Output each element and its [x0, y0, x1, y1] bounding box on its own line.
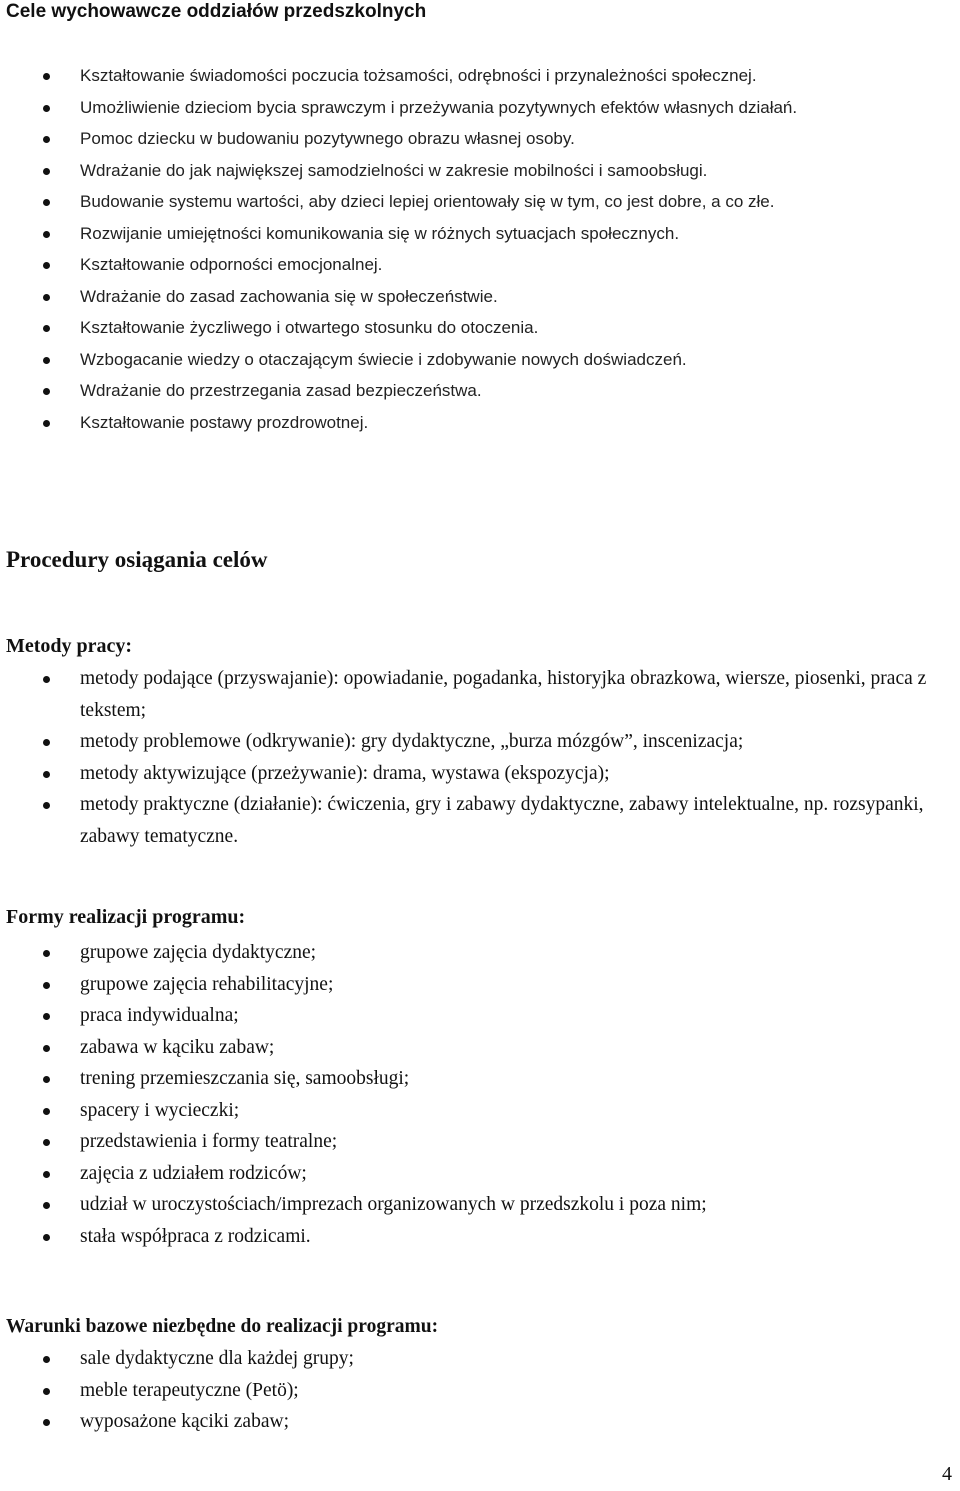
bullet-icon — [43, 420, 50, 427]
bullet-icon — [43, 1419, 50, 1426]
list-item: zabawa w kąciku zabaw; — [6, 1032, 946, 1064]
list-item: udział w uroczystościach/imprezach organizowanych w przedszkolu i poza nim; — [6, 1189, 946, 1221]
list-item: metody praktyczne (działanie): ćwiczenia, gry i zabawy dydaktyczne, zabawy intelektualne, np. rozsypanki, zabawy tematyczne. — [6, 789, 950, 852]
list-item: Pomoc dziecku w budowaniu pozytywnego obrazu własnej osoby. — [6, 123, 936, 155]
list-item: Kształtowanie postawy prozdrowotnej. — [6, 407, 936, 439]
bullet-icon — [43, 771, 50, 778]
bullet-icon — [43, 231, 50, 238]
bullet-icon — [43, 982, 50, 989]
page-number: 4 — [942, 1463, 952, 1485]
list-item: Kształtowanie odporności emocjonalnej. — [6, 249, 936, 281]
list-item: trening przemieszczania się, samoobsługi; — [6, 1063, 946, 1095]
bullet-icon — [43, 739, 50, 746]
forms-heading: Formy realizacji programu: — [6, 906, 246, 928]
section-title-procedures: Procedury osiągania celów — [6, 547, 268, 572]
list-item: przedstawienia i formy teatralne; — [6, 1126, 946, 1158]
list-item: Wzbogacanie wiedzy o otaczającym świecie i zdobywanie nowych doświadczeń. — [6, 344, 936, 376]
list-item: Wdrażanie do jak największej samodzielności w zakresie mobilności i samoobsługi. — [6, 155, 936, 187]
bullet-icon — [43, 262, 50, 269]
conditions-heading: Warunki bazowe niezbędne do realizacji programu: — [6, 1316, 439, 1337]
bullet-icon — [43, 1108, 50, 1115]
list-item: Kształtowanie świadomości poczucia tożsamości, odrębności i przynależności społecznej. — [6, 60, 936, 92]
bullet-icon — [43, 1013, 50, 1020]
bullet-icon — [43, 802, 50, 809]
bullet-icon — [43, 105, 50, 112]
bullet-icon — [43, 388, 50, 395]
list-item: Rozwijanie umiejętności komunikowania się w różnych sytuacjach społecznych. — [6, 218, 936, 250]
list-item: metody podające (przyswajanie): opowiadanie, pogadanka, historyjka obrazkowa, wiersze, piosenki, praca z tekstem; — [6, 663, 950, 726]
section-title-goals: Cele wychowawcze oddziałów przedszkolnych — [6, 1, 427, 22]
bullet-icon — [43, 1234, 50, 1241]
list-item: grupowe zajęcia rehabilitacyjne; — [6, 969, 946, 1001]
list-item: metody problemowe (odkrywanie): gry dydaktyczne, „burza mózgów”, inscenizacja; — [6, 726, 950, 758]
list-item: stała współpraca z rodzicami. — [6, 1221, 946, 1253]
list-item: Kształtowanie życzliwego i otwartego stosunku do otoczenia. — [6, 312, 936, 344]
list-item: Budowanie systemu wartości, aby dzieci lepiej orientowały się w tym, co jest dobre, a co złe. — [6, 186, 936, 218]
bullet-icon — [43, 950, 50, 957]
list-item: grupowe zajęcia dydaktyczne; — [6, 937, 946, 969]
bullet-icon — [43, 1388, 50, 1395]
bullet-icon — [43, 1076, 50, 1083]
list-item: wyposażone kąciki zabaw; — [6, 1406, 946, 1438]
list-item: spacery i wycieczki; — [6, 1095, 946, 1127]
list-item: metody aktywizujące (przeżywanie): drama, wystawa (ekspozycja); — [6, 758, 950, 790]
bullet-icon — [43, 357, 50, 364]
list-item: praca indywidualna; — [6, 1000, 946, 1032]
list-item: Umożliwienie dzieciom bycia sprawczym i przeżywania pozytywnych efektów własnych działań. — [6, 92, 920, 124]
bullet-icon — [43, 199, 50, 206]
bullet-icon — [43, 1171, 50, 1178]
methods-list — [6, 663, 946, 852]
methods-heading: Metody pracy: — [6, 635, 133, 657]
list-item: zajęcia z udziałem rodziców; — [6, 1158, 946, 1190]
bullet-icon — [43, 1202, 50, 1209]
bullet-icon — [43, 136, 50, 143]
bullet-icon — [43, 1356, 50, 1363]
bullet-icon — [43, 1045, 50, 1052]
list-item: Wdrażanie do przestrzegania zasad bezpieczeństwa. — [6, 375, 936, 407]
list-item: meble terapeutyczne (Petö); — [6, 1375, 946, 1407]
conditions-list — [6, 1343, 946, 1438]
bullet-icon — [43, 73, 50, 80]
bullet-icon — [43, 325, 50, 332]
list-item: Wdrażanie do zasad zachowania się w społeczeństwie. — [6, 281, 936, 313]
goals-list — [6, 60, 936, 438]
bullet-icon — [43, 168, 50, 175]
list-item: sale dydaktyczne dla każdej grupy; — [6, 1343, 946, 1375]
bullet-icon — [43, 1139, 50, 1146]
bullet-icon — [43, 676, 50, 683]
bullet-icon — [43, 294, 50, 301]
forms-list — [6, 937, 946, 1252]
